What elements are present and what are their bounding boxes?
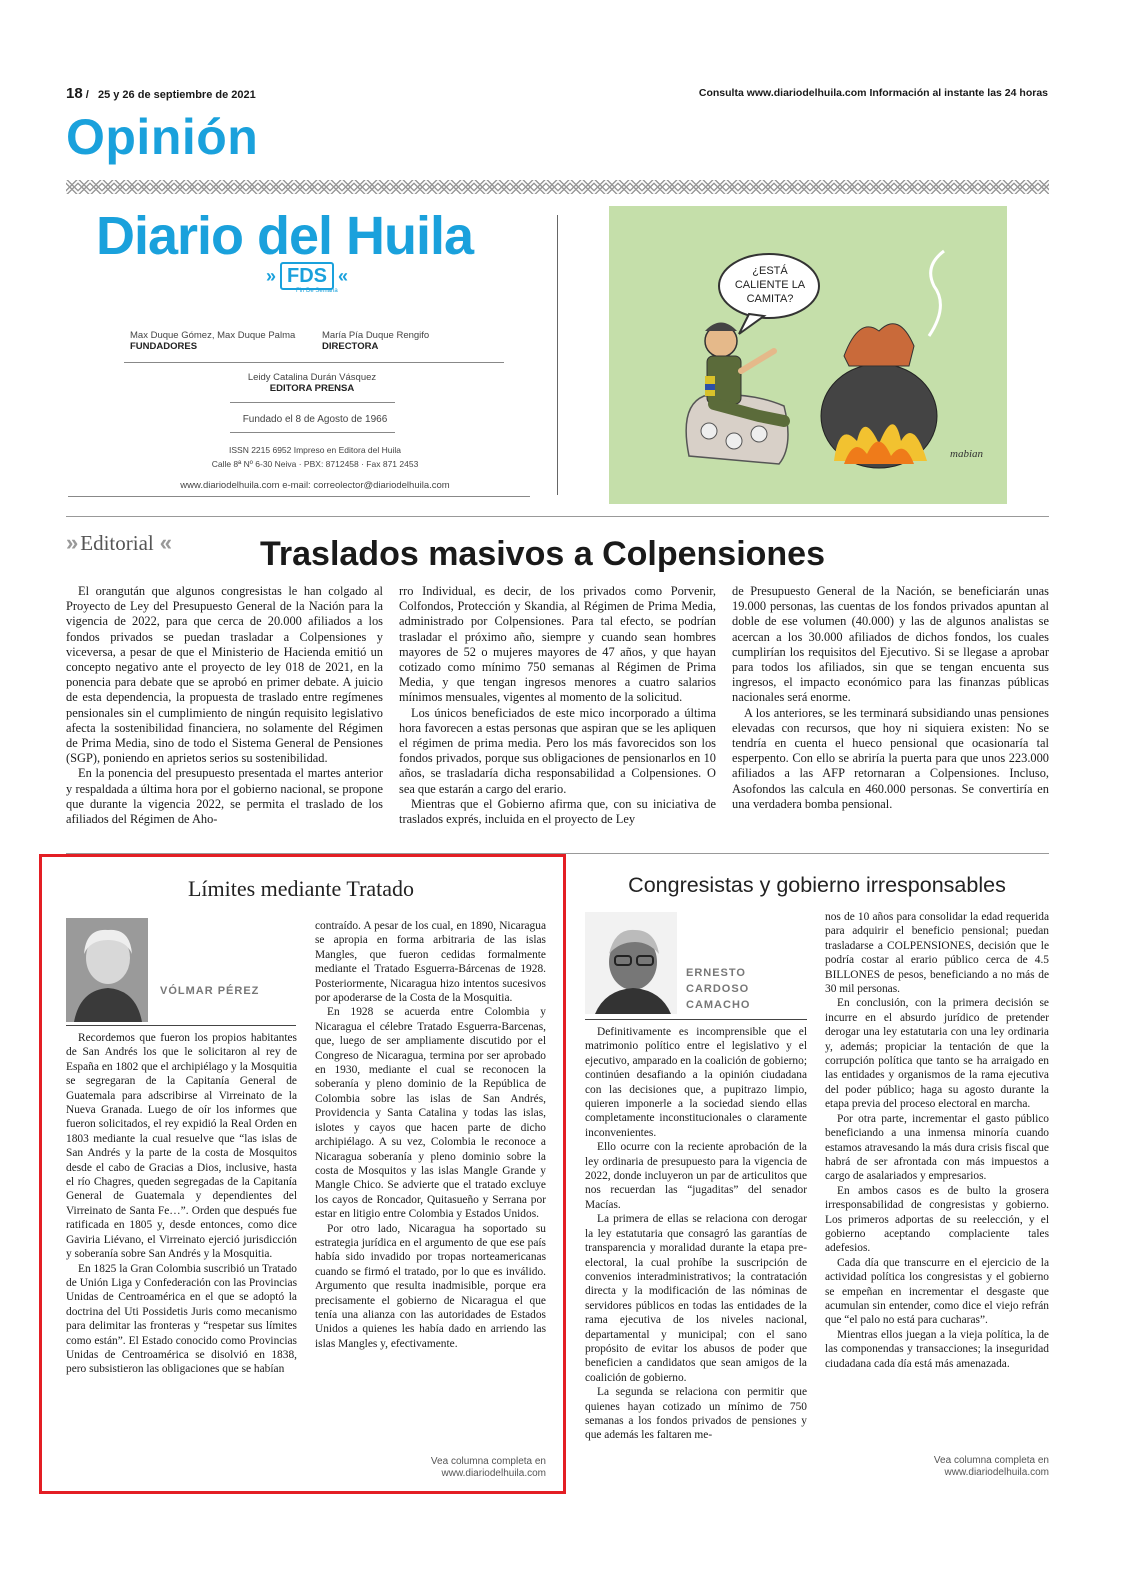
column-footnote	[849, 1455, 1049, 1479]
column-footnote	[346, 1456, 546, 1480]
masthead-logo: Diario del Huila	[96, 206, 474, 266]
cartoon-signature: mabian	[950, 448, 983, 460]
divider	[66, 516, 1049, 517]
column-title: Congresistas y gobierno irresponsables	[628, 873, 1006, 897]
paragraph: Los únicos beneficiados de este mico incorporado a última hora favorecen a estas personas que aspiran que se les apliquen el régimen de prima media. Pero los más favorecidos son los fondos privados, porque sus obligaciones de pensionarlos en 10 años, se trasladaría dicha responsabilidad a Colpensiones. O sea que estarán a cargo del erario.	[399, 705, 716, 796]
editorial-column-2	[399, 584, 716, 827]
chevron-right-icon: »	[66, 530, 75, 555]
fds-badge	[266, 262, 349, 294]
divider	[230, 432, 395, 433]
divider	[66, 1025, 296, 1026]
paragraph: de Presupuesto General de la Nación, se beneficiarán unas 19.000 personas, las cuentas de los fondos privados apuntan al doble de ese volumen (40.000) y las de algunos analistas se acercan a los 30.000 afiliados de dichos fondos, los cuales cumplirían los requisitos del Ejecutivo. Si se llegase a aprobar para todos los afiliados, sin que se tengan encuenta sus ingresos, el impacto económico para las finanzas públicas nacionales será enorme.	[732, 584, 1049, 705]
divider	[124, 362, 504, 363]
paragraph: La segunda se relaciona con permitir que quienes hayan cotizado un mínimo de 750 semanas a los fondos privados de pensiones y que además les faltaren me-	[585, 1386, 807, 1442]
footnote-link[interactable]: www.diariodelhuila.com	[441, 1468, 546, 1479]
author-photo	[585, 912, 677, 1014]
paragraph: Por otro lado, Nicaragua ha soportado su estrategia jurídica en el argumento de que ese país había sido invadido por tropas norteamericanas cuando se firmó el tratado, por lo que es inválido. Argumento que resulta inadmisible, porque era precisamente el gobierno de Nicaragua el que tenía una alianza con las autoridades de Estados Unidos a quienes les había dado en arriendo las islas Mangles y, efectivamente.	[315, 1222, 546, 1350]
editorial-cartoon	[609, 206, 1007, 504]
fds-badge-label: FDS	[280, 262, 334, 290]
editorial-label	[66, 530, 168, 556]
paragraph: En la ponencia del presupuesto presentada el martes anterior y respaldada a última hora por el gobierno nacional, se propone que durante la vigencia 2022, se permita el traslado de los afiliados del Régimen de Aho-	[66, 766, 383, 827]
founders-names: Max Duque Gómez, Max Duque Palma	[130, 330, 296, 341]
address-line: Calle 8ª Nº 6-30 Neiva · PBX: 8712458 · Fax 871 2453	[211, 459, 419, 469]
column-author: VÓLMAR PÉREZ	[160, 985, 260, 997]
issue-date: 25 y 26 de septiembre de 2021	[97, 89, 256, 101]
paragraph: Mientras que el Gobierno afirma que, con su iniciativa de traslados exprés, incluida en el proyecto de Ley	[399, 796, 716, 827]
fds-badge-subtitle: Fin De Semana	[296, 288, 338, 294]
author-portrait-icon	[585, 912, 677, 1014]
cartoon-illustration	[609, 206, 1007, 504]
editor-name: Leidy Catalina Durán Vásquez	[247, 372, 377, 383]
footnote-text: Vea columna completa en	[933, 1455, 1049, 1466]
chevron-left-icon: «	[338, 265, 349, 286]
paragraph: La primera de ellas se relaciona con derogar la ley estatutaria que consagró las garantías de transparencia y moralidad durante la etapa pre-electoral, la cual prohíbe la suscripción de convenios interadministrativos; la contratación directa y la modificación de las nóminas de servidores públicos en todas las entidades de la rama ejecutiva de los niveles nacional, departamental y municipal; con el sano propósito de evitar los abusos de poder que beneficien a candidatos que sean amigos de la coalición de gobierno.	[585, 1213, 807, 1384]
paragraph: En 1928 se acuerda entre Colombia y Nicaragua el célebre Tratado Esguerra-Barcenas, que, luego de ser ampliamente discutido por el Congreso de Nicaragua, termina por ser aprobado en 1930, mediante el cual se reconocen la soberanía y pleno dominio de la República de Colombia sobre las islas de San Andrés, Providencia y Santa Catalina y todas las islas, islotes y cayos que hacen parte de dicho archipiélago. A su vez, Colombia le reconoce a Nicaragua soberanía y pleno dominio sobre la costa de Mosquitos y las islas Mangle Grande y Mangle Chico. Se advierte que el tratado excluye los cayos de Roncador, Quitasueño y Serrana por estar en litigio entre Colombia y Estados Unidos.	[315, 1006, 546, 1221]
chevron-right-icon: »	[266, 265, 277, 286]
paragraph: A los anteriores, se les terminará subsidiando unas pensiones elevadas con recursos, que hoy ni siquiera existen: No se tendría en cuenta el hueco pensional que ocasionaría tal esperpento. Con ello se abriría la puerta para que unos 223.000 afiliados a las AFP retornaran a Colpensiones. Incluso, Asofondos las calcula en 460.000 personas. Se convertiría en una verdadera bomba pensional.	[732, 705, 1049, 811]
editor-role: EDITORA PRENSA	[269, 383, 355, 394]
divider	[585, 1019, 807, 1020]
footnote-text: Vea columna completa en	[430, 1456, 546, 1467]
author-photo	[66, 918, 148, 1022]
paragraph: En conclusión, con la primera decisión se incurre en el absurdo jurídico de pretender derogar una ley estatutaria con una ley ordinaria y, además; propiciar la tentación de que la corrupción política que tanto se ha arraigado en las entidades y organismos de la rama ejecutiva del poder público; haga su agosto durante la etapa previa del proceso electoral en marcha.	[825, 997, 1049, 1111]
director-role: DIRECTORA	[322, 341, 379, 352]
decorative-divider	[66, 180, 1049, 194]
editor-credit	[222, 372, 402, 394]
page-header-left: 18 / 25 y 26 de septiembre de 2021	[66, 85, 256, 102]
page-header-right: Consulta www.diariodelhuila.com Información al instante las 24 horas	[698, 87, 1048, 99]
chevron-left-icon: «	[159, 530, 168, 555]
editorial-column-1	[66, 584, 383, 827]
divider	[230, 402, 395, 403]
paragraph: rro Individual, es decir, de los privados como Porvenir, Colfondos, Protección y Skandia, al Régimen de Prima Media, administrado por Colpensiones. Para tal efecto, se podrían trasladar el próximo año, siempre y cuando sean hombres mayores de 52 o mujeres mayores de 47 años, y que hayan cotizado como mínimo 750 semanas al Régimen de Prima Media, y que tengan ingresos menores a cuatro salarios mínimos mensuales, vigentes al momento de la solicitud.	[399, 584, 716, 705]
page-number: 18	[66, 85, 83, 102]
paragraph: Recordemos que fueron los propios habitantes de San Andrés los que le solicitaron al rey de España en 1802 que el archipiélago y la Mosquitia se segregaran de la Capitanía General de Guatemala para adscribirse al Virreinato de la Nueva Granada. Luego de oír los informes que fueron solicitados, el rey expidió la Real Orden en 1803 mediante la cual resuelve que “las islas de San Andrés y la parte de la costa de Mosquitos desde el cabo de Gracias a Dios, inclusive, hasta el río Chagres, queden segregadas de la Capitanía General de Guatemala y dependientes del Virreinato de Santa Fe…”. Orden que después fue ratificada en 1805 y, desde entonces, como dice Gaviria Liévano, el Virreinato ejerció jurisdicción y soberanía sobre San Andrés y la Mosquitia.	[66, 1032, 297, 1261]
author-line: CARDOSO	[686, 983, 750, 995]
paragraph: Definitivamente es incomprensible que el matrimonio político entre el legislativo y el ejecutivo, amparado en la coalición de gobierno; continúen desafiando a la opinión ciudadana con las decisiones que, a pupitrazo limpio, quieren imponerle a la sociedad siendo ellas completamente inconstitucionales o claramente inconvenientes.	[585, 1026, 807, 1139]
paragraph: Cada día que transcurre en el ejercicio de la actividad política los congresistas y el gobierno se empeñan en incrementar el desgaste que acumulan sin entender, como dice el viejo refrán que “el palo no está para cucharas”.	[825, 1256, 1049, 1327]
director-credit	[322, 330, 429, 352]
left-column-text-1	[66, 1031, 297, 1377]
author-line: CAMACHO	[686, 999, 751, 1011]
column-divider	[557, 215, 558, 495]
author-line: ERNESTO	[686, 967, 746, 979]
editorial-column-3	[732, 584, 1049, 812]
paragraph: contraído. A pesar de los cual, en 1890, Nicaragua se apropia en forma arbitraria de las islas Mangles, que fueron cedidas formalmente mediante el Tratado Esguerra-Bárcenas de 1928. Posteriormente, Nicaragua hizo intentos sucesivos por apoderarse de la Costa de la Mosquitia.	[315, 920, 546, 1005]
column-title: Límites mediante Tratado	[187, 876, 415, 901]
right-column-text-1	[585, 1025, 807, 1443]
paragraph: El orangután que algunos congresistas le han colgado al Proyecto de Ley del Presupuesto General de la Nación para la vigencia de 2022, para que cerca de 20.000 afiliados a los fondos privados se puedan trasladar a Colpensiones y viceversa, a pesar de que el Ministerio de Hacienda emitió un concepto negativo ante el proyecto de ley 018 de 2021, en la ponencia para debate que se aprobó en primer debate. A juicio de esta dependencia, la propuesta de traslado entre regímenes pensionales sin el cumplimiento de ningún requisito legislativo afecta la sostenibilidad financiera, no solamente del Régimen de Prima Media, sino de todo el Sistema General de Pensiones (SGP), poniendo en aprietos serios su sostenibilidad.	[66, 584, 383, 766]
contact-line: www.diariodelhuila.com e-mail: correolector@diariodelhuila.com	[180, 480, 450, 491]
divider	[68, 496, 530, 497]
founders-credit	[130, 330, 295, 352]
paragraph: Ello ocurre con la reciente aprobación de la ley ordinaria de presupuesto para la vigencia de 2022, donde incluyeron un par de articulitos que nos recuerdan las “jugaditas” del senador Macías.	[585, 1141, 807, 1211]
founders-role: FUNDADORES	[130, 341, 198, 352]
paragraph: Mientras ellos juegan a la vieja política, la de las componendas y transacciones; la inseguridad ciudadana cada día está más amenazada.	[825, 1328, 1049, 1370]
editorial-label-text: Editorial	[80, 530, 154, 555]
right-column-text-2	[825, 910, 1049, 1371]
paragraph: Por otra parte, incrementar el gasto público beneficiando a una inmensa minoría cuando estamos atravesando la más dura crisis fiscal que habrá de ser afrontada con más impuestos a cargo de asalariados y empresarios.	[825, 1112, 1049, 1183]
left-column-text-2	[315, 919, 546, 1351]
editorial-title: Traslados masivos a Colpensiones	[260, 535, 826, 573]
author-portrait-icon	[66, 918, 148, 1022]
section-title: Opinión	[66, 109, 259, 165]
director-name: María Pía Duque Rengifo	[322, 330, 430, 341]
paragraph: En 1825 la Gran Colombia suscribió un Tratado de Unión Liga y Confederación con las Provincias Unidas de Centroamérica en el que se adoptó la doctrina del Uti Possidetis Juris como mecanismo para delimitar las fronteras y “respetar sus límites como están”. El Estado conocido como Provincias Unidas de Centroamérica se disolvió en 1838, pero subsistieron las obligaciones que se habían	[66, 1262, 297, 1376]
founded-date: Fundado el 8 de Agosto de 1966	[242, 414, 388, 425]
column-author	[686, 965, 750, 1013]
paragraph: En ambos casos es de bulto la grosera irresponsabilidad de congresistas y gobierno. Los primeros adportas de su reelección, y el gobierno aceptando complaciente tales adefesios.	[825, 1184, 1049, 1255]
paragraph: nos de 10 años para consolidar la edad requerida para adquirir el beneficio pensional; puedan trasladarse a COLPENSIONES, decisión que le podría costar al erario público cerca de 4.5 BILLONES de pesos, beneficiando a no más de 30 mil personas.	[825, 911, 1049, 996]
issn-line: ISSN 2215 6952 Impreso en Editora del Huila	[229, 445, 401, 455]
cartoon-speech-bubble: ¿ESTÁ CALIENTE LA CAMITA?	[734, 265, 806, 305]
footnote-link[interactable]: www.diariodelhuila.com	[944, 1467, 1049, 1478]
